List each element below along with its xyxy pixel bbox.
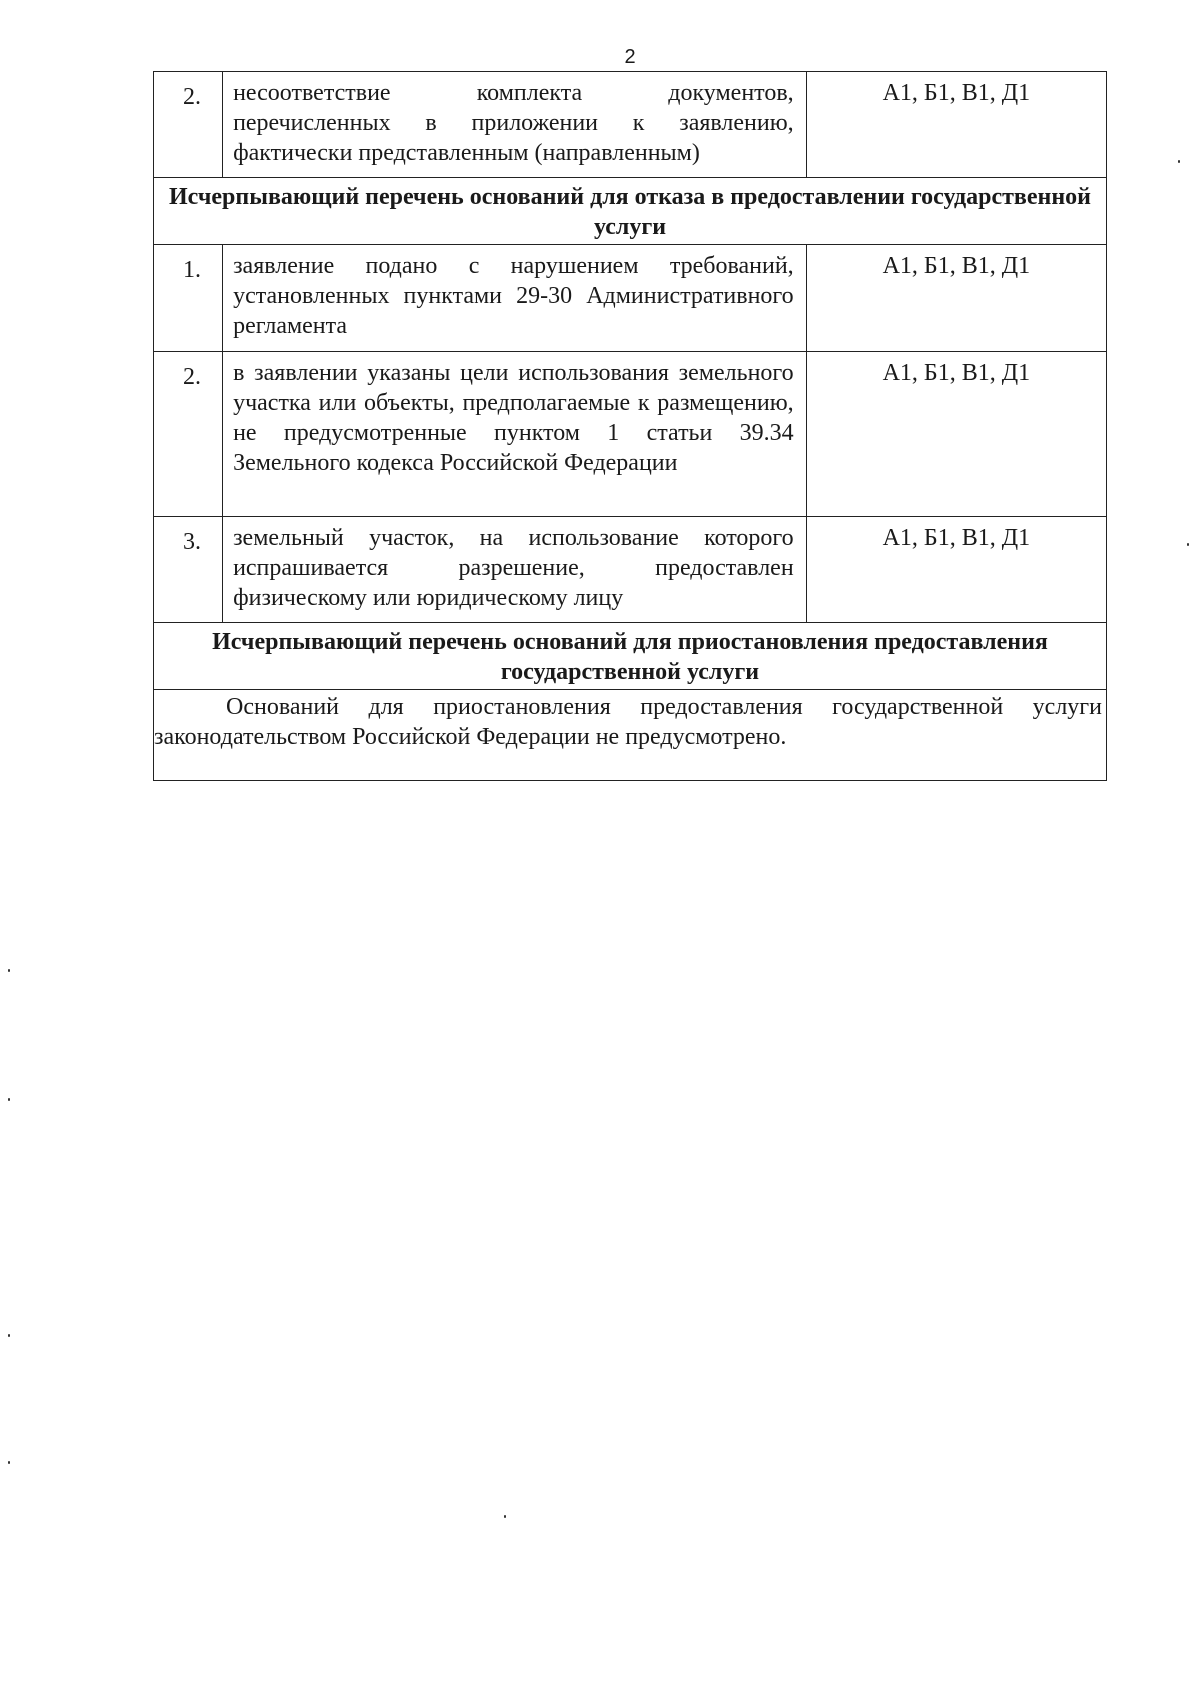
row-number: 2. <box>183 364 202 390</box>
row-codes: А1, Б1, В1, Д1 <box>806 517 1106 623</box>
table-row <box>154 72 1107 178</box>
row-number: 2. <box>183 84 202 110</box>
scan-speck <box>1187 543 1189 546</box>
scan-speck <box>1178 160 1180 163</box>
scan-speck <box>8 1334 10 1337</box>
row-number: 3. <box>183 529 202 555</box>
section-header-row <box>154 178 1107 245</box>
scan-speck <box>8 1098 10 1101</box>
row-text: земельный участок, на использование которого испрашивается разрешение, предоставлен физическому или юридическому лицу <box>223 517 807 623</box>
row-number: 1. <box>183 257 202 283</box>
row-number-cell <box>154 245 223 352</box>
row-codes: А1, Б1, В1, Д1 <box>806 72 1106 178</box>
row-text: в заявлении указаны цели использования земельного участка или объекты, предполагаемые к размещению, не предусмотренные пунктом 1 статьи 39.34 Земельного кодекса Российской Федерации <box>223 352 807 517</box>
table-row <box>154 517 1107 623</box>
section-header-row <box>154 623 1107 690</box>
table-row <box>154 245 1107 352</box>
row-text: заявление подано с нарушением требований, установленных пунктами 29-30 Административного регламента <box>223 245 807 352</box>
table-row <box>154 352 1107 517</box>
suspension-note: Оснований для приостановления предоставления государственной услуги законодательством Российской Федерации не предусмотрено. <box>154 690 1107 781</box>
row-codes: А1, Б1, В1, Д1 <box>806 245 1106 352</box>
row-number-cell <box>154 72 223 178</box>
page-number: 2 <box>624 46 636 68</box>
grounds-table <box>153 71 1107 781</box>
row-number-cell <box>154 517 223 623</box>
section-title-suspension: Исчерпывающий перечень оснований для приостановления предоставления государственной услуги <box>154 623 1107 690</box>
section-title-refusal: Исчерпывающий перечень оснований для отказа в предоставлении государственной услуги <box>154 178 1107 245</box>
note-row <box>154 690 1107 781</box>
scan-speck <box>8 969 10 972</box>
scan-speck <box>504 1515 506 1518</box>
scan-speck <box>8 1461 10 1464</box>
row-number-cell <box>154 352 223 517</box>
row-text: несоответствие комплекта документов, перечисленных в приложении к заявлению, фактически представленным (направленным) <box>223 72 807 178</box>
row-codes: А1, Б1, В1, Д1 <box>806 352 1106 517</box>
